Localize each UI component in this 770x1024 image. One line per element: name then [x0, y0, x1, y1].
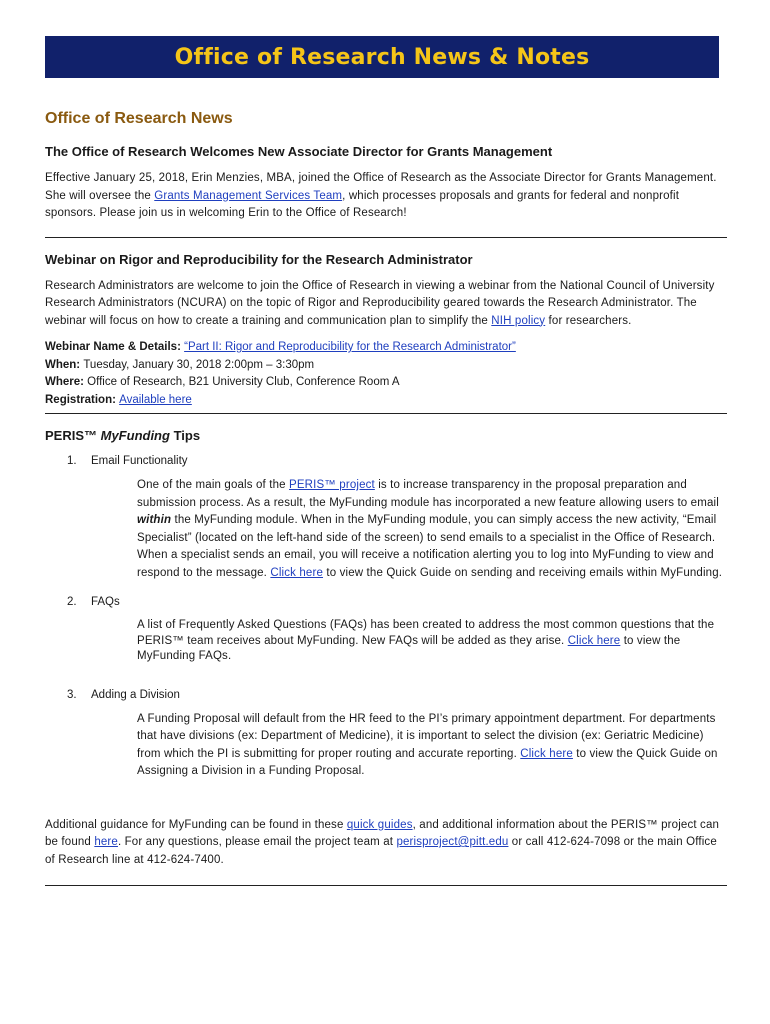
- webinar-details: [45, 339, 727, 409]
- faqs-link[interactable]: Click here: [567, 634, 621, 647]
- newsletter-content: [45, 106, 727, 900]
- section-title: Office of Research News: [45, 110, 233, 127]
- when-label: When:: [45, 358, 84, 371]
- peris-project-link[interactable]: PERIS™ project: [289, 479, 375, 491]
- tip-heading-division: 3. Adding a Division: [67, 688, 180, 701]
- tip-body-email: One of the main goals of the PERIS™ project is to increase transparency in the proposal preparation and submission process. As a result, the MyFunding module has incorporated a new feature allowing users to email within the MyFunding module. When in the MyFunding module, you can simply access the new activity, “Email Specialist” (located on the left-hand side of the screen) to send emails to a specialist in the Office of Research. When a specialist sends an email, you will receive a notification alerting you to log into MyFunding to view and respond to the message. Click here to view the Quick Guide on sending and receiving emails within MyFunding.: [137, 479, 723, 579]
- quick-guides-link[interactable]: quick guides: [346, 818, 413, 831]
- banner-title: Office of Research News & Notes: [174, 44, 590, 70]
- article-title-new-director: The Office of Research Welcomes New Associate Director for Grants Management: [45, 144, 553, 159]
- grants-team-link[interactable]: Grants Management Services Team: [154, 189, 343, 202]
- division-guide-link[interactable]: Click here: [520, 747, 573, 760]
- article-body-webinar: Research Administrators are welcome to join the Office of Research in viewing a webinar from the National Council of University Research Administrators (NCURA) on the topic of Rigor and Reproducibility geared towards the Research Administrator. The webinar will focus on how to create a training and communication plan to simplify the NIH policy for researchers.: [45, 279, 715, 327]
- page-banner: [45, 36, 719, 78]
- nih-policy-link[interactable]: NIH policy: [491, 314, 546, 327]
- divider: [45, 237, 727, 238]
- registration-link[interactable]: Available here: [119, 393, 192, 406]
- registration-label: Registration:: [45, 393, 120, 406]
- divider: [45, 413, 727, 414]
- footer-note: Additional guidance for MyFunding can be found in these quick guides, and additional information about the PERIS™ project can be found here. For any questions, please email the project team at perisproject@pitt.edu or call 412-624-7098 or the main Office of Research line at 412-624-7400.: [45, 818, 720, 866]
- tip-body-faqs: A list of Frequently Asked Questions (FAQs) has been created to address the most common questions that the PERIS™ team receives about MyFunding. New FAQs will be added as they arise. Click here to view the MyFunding FAQs.: [137, 619, 715, 662]
- webinar-name-link[interactable]: “Part II: Rigor and Reproducibility for the Research Administrator”: [184, 341, 516, 353]
- article-body-new-director: Effective January 25, 2018, Erin Menzies, MBA, joined the Office of Research as the Associate Director for Grants Management. She will oversee the Grants Management Services Team, which processes proposals and grants for federal and nonprofit sponsors. Please join us in welcoming Erin to the Office of Research!: [45, 172, 717, 219]
- tips-title: PERIS™ MyFunding Tips: [45, 428, 201, 443]
- webinar-name-label: Webinar Name & Details:: [45, 341, 185, 353]
- email-guide-link[interactable]: Click here: [270, 566, 324, 579]
- tip-body-division: A Funding Proposal will default from the HR feed to the PI’s primary appointment department. For departments that have divisions (ex: Department of Medicine), it is important to select the division (ex: Geriatric Medicine) from which the PI is submitting for proper routing and accurate reporting. Click here to view the Quick Guide on Assigning a Division in a Funding Proposal.: [137, 712, 718, 777]
- peris-here-link[interactable]: here: [94, 836, 118, 848]
- where-label: Where:: [45, 376, 88, 388]
- when-value: Tuesday, January 30, 2018 2:00pm – 3:30pm: [83, 358, 315, 371]
- divider: [45, 885, 727, 886]
- email-link[interactable]: perisproject@pitt.edu: [396, 836, 509, 848]
- article-title-webinar: Webinar on Rigor and Reproducibility for the Research Administrator: [45, 251, 473, 267]
- tips-list: [45, 455, 727, 781]
- tip-heading-faqs: 2. FAQs: [67, 596, 120, 608]
- where-value: Office of Research, B21 University Club, Conference Room A: [87, 376, 400, 388]
- tip-heading-email: 1. Email Functionality: [67, 455, 188, 467]
